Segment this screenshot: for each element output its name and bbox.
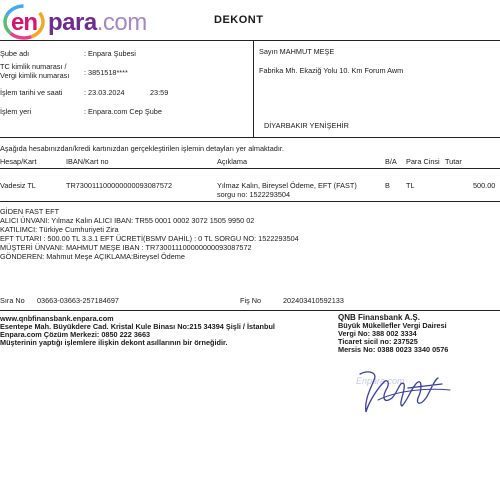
location-label: İşlem yeri (0, 107, 32, 116)
header-description: Açıklama (217, 157, 248, 166)
tax-id-value: : 3851518**** (84, 68, 128, 77)
date-value: : 23.03.2024 (84, 88, 125, 97)
enpara-logo (3, 3, 153, 43)
header-ba: B/A (385, 157, 397, 166)
branch-value: : Enpara Şubesi (84, 49, 136, 58)
date-label: İşlem tarihi ve saati (0, 88, 63, 97)
detail-line: MÜŞTERİ ÜNVANI: MAHMUT MEŞE IBAN : TR730011100000000093087572 (0, 242, 252, 252)
row-description: Yılmaz Kalın, Bireysel Ödeme, EFT (FAST) (217, 181, 357, 190)
customer-address: Fabrika Mh. Ekaziğ Yolu 10. Km Forum Awm (259, 66, 404, 75)
intro-text: Aşağıda hesabınızdan/kredi kartınızdan gerçekleştirilen işlemin detayları yer almaktadır. (0, 144, 284, 153)
footer-bank-info (0, 315, 275, 347)
row-query-number: sorgu no: 1522293504 (217, 190, 291, 199)
table-header-divider (0, 168, 500, 169)
signature-stamp (338, 360, 468, 420)
detail-line: KATILIMCI: Türkiye Cumhuriyeti Zira (0, 224, 119, 234)
header-currency: Para Cinsi (406, 157, 440, 166)
sira-label: Sıra No (0, 296, 25, 305)
footer-support: Enpara.com Çözüm Merkezi: 0850 222 3663 (0, 329, 151, 339)
time-value: 23:59 (150, 88, 169, 97)
header-bottom-divider (0, 137, 500, 138)
footer-note: Müşterinin yaptığı işlemlere ilişkin dekont asıllarının bir örneğidir. (0, 337, 228, 347)
footer-tax-number: Vergi No: 388 002 3334 (338, 329, 417, 339)
header-iban: IBAN/Kart no (66, 157, 109, 166)
fis-label: Fiş No (240, 296, 262, 305)
detail-line: GÖNDEREN: Mahmut Meşe AÇIKLAMA:Bireysel Ödeme (0, 251, 185, 261)
table-bottom-divider (0, 201, 500, 202)
document-title: DEKONT (214, 14, 264, 26)
fis-value: 202403410592133 (283, 296, 344, 305)
stamp-text: Enpara.com (356, 376, 405, 386)
footer-trade-registry: Ticaret sicil no: 237525 (338, 337, 418, 347)
row-ba: B (385, 181, 390, 190)
customer-city: DİYARBAKIR YENİŞEHİR (264, 121, 349, 130)
tax-id-label: TC kimlik numarası / Vergi kimlik numarası (0, 62, 70, 80)
footer-legal-info (338, 314, 448, 354)
transaction-details (0, 208, 299, 261)
footer-website: www.qnbfinansbank.enpara.com (0, 314, 114, 323)
detail-line: EFT TUTARI : 500.00 TL 3.3.1 EFT ÜCRETİ(BSMV DAHİL) : 0 TL SORGU NO: 1522293504 (0, 233, 299, 243)
row-currency: TL (406, 181, 415, 190)
row-amount: 500.00 (473, 181, 496, 190)
footer-mersis: Mersis No: 0388 0023 3340 0576 (338, 345, 449, 355)
header-vertical-divider (253, 40, 254, 137)
location-value: : Enpara.com Cep Şube (84, 107, 162, 116)
header-account: Hesap/Kart (0, 157, 37, 166)
footer-divider (0, 310, 500, 311)
top-divider (0, 40, 500, 41)
footer-company: QNB Finansbank A.Ş. (338, 313, 420, 322)
header-amount: Tutar (445, 157, 462, 166)
footer-tax-office: Büyük Mükellefler Vergi Dairesi (338, 321, 447, 331)
row-iban: TR730011100000000093087572 (66, 181, 173, 190)
branch-label: Şube adı (0, 49, 30, 58)
sira-value: 03663-03663-257184697 (37, 296, 119, 305)
logo-brand: para.com (48, 9, 147, 36)
signature-flourish-icon (378, 389, 450, 400)
detail-line: ALICI ÜNVANI: Yılmaz Kalın ALICI IBAN: TR55 0001 0002 3072 1505 9950 02 (0, 215, 255, 225)
footer-address: Esentepe Mah. Büyükdere Cad. Kristal Kule Binası No:215 34394 Şişli / İstanbul (0, 321, 275, 331)
customer-name: Sayın MAHMUT MEŞE (259, 47, 335, 56)
logo-prefix: en (11, 9, 38, 36)
detail-line: GİDEN FAST EFT (0, 207, 60, 216)
row-account: Vadesiz TL (0, 181, 36, 190)
